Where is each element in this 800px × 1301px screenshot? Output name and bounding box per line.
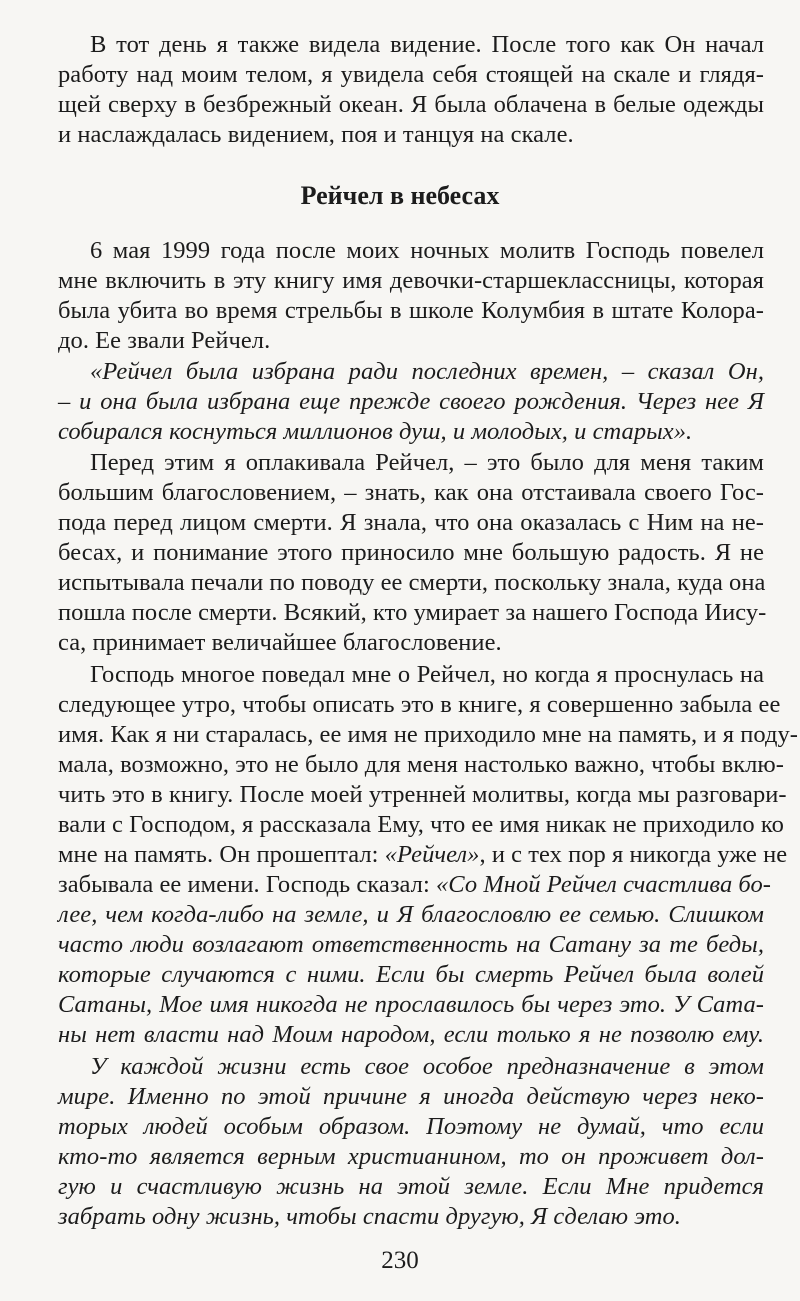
quote-2-line: кто-то является верным христианином, то он проживет дол- bbox=[58, 1143, 764, 1170]
paragraph-1-line: В тот день я также видела видение. После того как Он начал bbox=[90, 31, 764, 58]
whispered-name: «Рейчел» bbox=[384, 841, 480, 868]
quote-2-line: У каждой жизни есть свое особое предназначение в этом bbox=[90, 1053, 764, 1080]
paragraph-4-line: ны нет власти над Моим народом, если только я не позволю ему. bbox=[58, 1021, 764, 1048]
quote-2-line: торых людей особым образом. Поэтому не думай, что если bbox=[58, 1113, 764, 1140]
quote-1-line: собирался коснуться миллионов душ, и молодых, и старых». bbox=[58, 418, 693, 445]
paragraph-4-line: часто люди возлагают ответственность на Сатану за те беды, bbox=[58, 931, 764, 958]
paragraph-1-line: работу над моим телом, я увидела себя стоящей на скале и глядя- bbox=[58, 61, 764, 88]
paragraph-3-line: са, принимает величайшее благословение. bbox=[58, 629, 502, 656]
quote-2-line: забрать одну жизнь, чтобы спасти другую, Я сделаю это. bbox=[58, 1203, 681, 1230]
quote-2-start: «Со Мной Рейчел счастлива бо- bbox=[436, 871, 771, 898]
paragraph-1-line: и наслаждалась видением, поя и танцуя на скале. bbox=[58, 121, 574, 148]
paragraph-4-line: мала, возможно, это не было для меня настолько важно, чтобы вклю- bbox=[58, 751, 784, 778]
paragraph-3-line: Перед этим я оплакивала Рейчел, – это было для меня таким bbox=[90, 449, 764, 476]
paragraph-3-line: пода перед лицом смерти. Я знала, что она оказалась с Ним на не- bbox=[58, 509, 764, 536]
paragraph-2-line: до. Ее звали Рейчел. bbox=[58, 327, 271, 354]
quote-1-line: «Рейчел была избрана ради последних времен, – сказал Он, bbox=[90, 358, 764, 385]
paragraph-4-line: лее, чем когда-либо на земле, и Я благословлю ее семью. Слишком bbox=[58, 901, 764, 928]
paragraph-4-line: имя. Как я ни старалась, ее имя не приходило мне на память, и я поду- bbox=[58, 721, 799, 748]
section-heading: Рейчел в небесах bbox=[300, 181, 500, 210]
paragraph-4-line: которые случаются с ними. Если бы смерть Рейчел была волей bbox=[58, 961, 764, 988]
paragraph-2-line: была убита во время стрельбы в школе Колумбия в штате Колора- bbox=[58, 297, 764, 324]
paragraph-1-line: щей сверху в безбрежный океан. Я была облачена в белые одежды bbox=[58, 91, 764, 118]
quote-2-line: мире. Именно по этой причине я иногда действую через неко- bbox=[58, 1083, 764, 1110]
paragraph-3-line: бесах, и понимание этого приносило мне большую радость. Я не bbox=[58, 539, 764, 566]
paragraph-4-line: вали с Господом, я рассказала Ему, что ее имя никак не приходило ко bbox=[58, 811, 784, 838]
paragraph-4-line bbox=[58, 870, 771, 900]
paragraph-2-line: 6 мая 1999 года после моих ночных молитв Господь повелел bbox=[90, 237, 764, 264]
paragraph-2-line: мне включить в эту книгу имя девочки-старшеклассницы, которая bbox=[58, 267, 764, 294]
paragraph-3-line: пошла после смерти. Всякий, кто умирает за нашего Господа Иису- bbox=[58, 599, 767, 626]
paragraph-4-line: Сатаны, Мое имя никогда не прославилось бы через это. У Сата- bbox=[58, 991, 764, 1018]
paragraph-4-line: Господь многое поведал мне о Рейчел, но когда я проснулась на bbox=[90, 661, 764, 688]
quote-2-line: гую и счастливую жизнь на этой земле. Если Мне придется bbox=[58, 1173, 764, 1200]
quote-1-line: – и она была избрана еще прежде своего рождения. Через нее Я bbox=[58, 388, 764, 415]
paragraph-4-line: следующее утро, чтобы описать это в книге, я совершенно забыла ее bbox=[58, 691, 781, 718]
paragraph-4-line bbox=[58, 840, 788, 870]
paragraph-4-text: мне на память. Он прошептал: bbox=[58, 841, 385, 868]
paragraph-3-line: большим благословением, – знать, как она отстаивала своего Гос- bbox=[58, 479, 764, 506]
paragraph-4-line: чить это в книгу. После моей утренней молитвы, когда мы разговари- bbox=[58, 781, 787, 808]
paragraph-4-text: , и с тех пор я никогда уже не bbox=[479, 841, 788, 868]
paragraph-4-text: забывала ее имени. Господь сказал: bbox=[58, 871, 436, 898]
page-number: 230 bbox=[381, 1247, 419, 1274]
paragraph-3-line: испытывала печали по поводу ее смерти, поскольку знала, куда она bbox=[58, 569, 766, 596]
